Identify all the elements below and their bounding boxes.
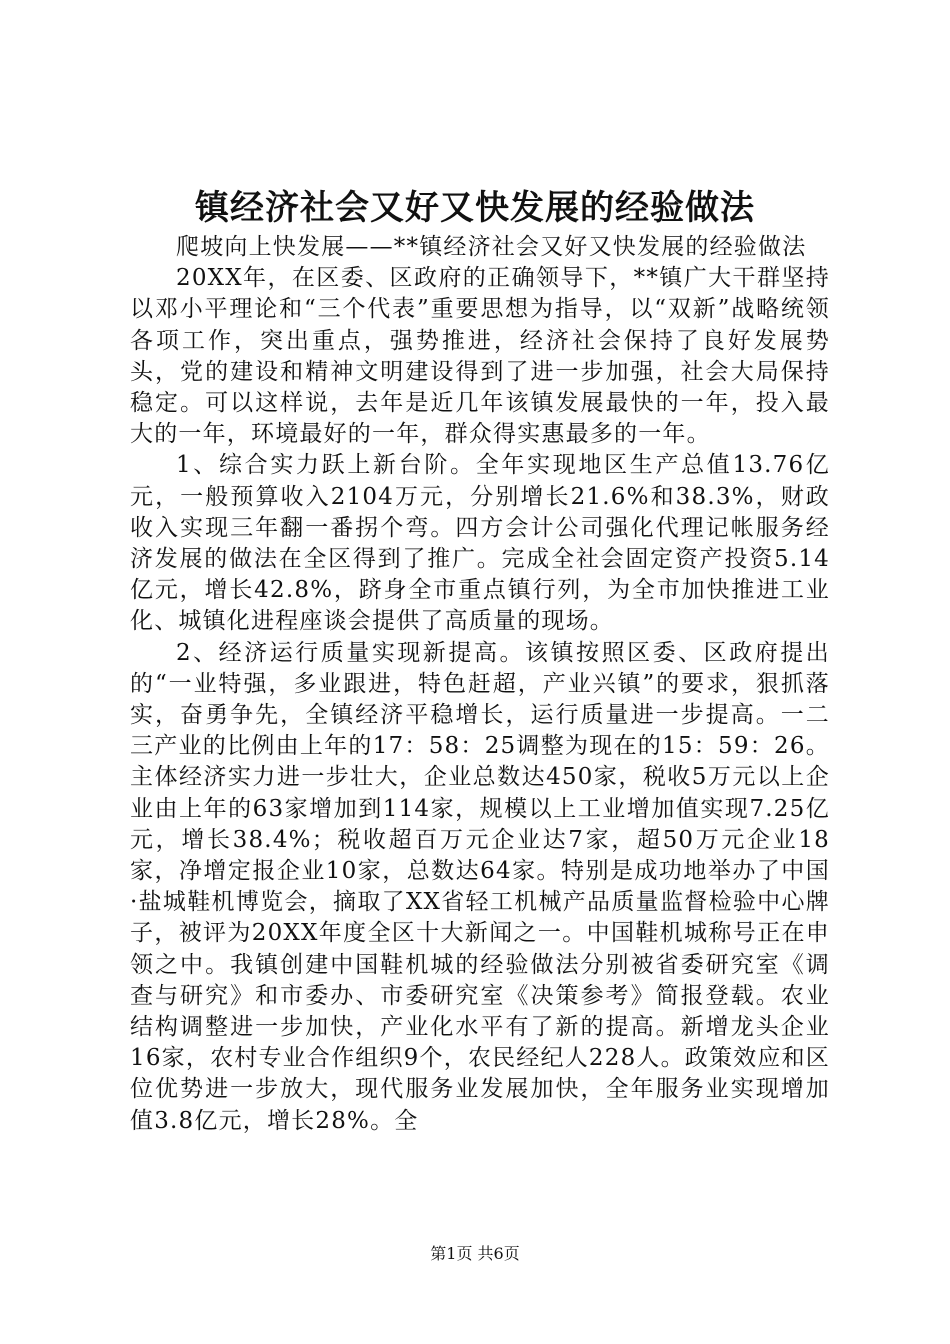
- page-number-footer: 第1页 共6页: [430, 1244, 520, 1263]
- section-1-paragraph: 1、综合实力跃上新台阶。全年实现地区生产总值13.76亿元，一般预算收入2104万元，分别增长21.6%和38.3%，财政收入实现三年翻一番拐个弯。四方会计公司强化代理记帐服务经济发展的做法在全区得到了推广。完成全社会固定资产投资5.14亿元，增长42.8%，跻身全市重点镇行列，为全市加快推进工业化、城镇化进程座谈会提供了高质量的现场。: [130, 452, 830, 635]
- document-body: [130, 232, 830, 1137]
- intro-paragraph: 20XX年，在区委、区政府的正确领导下，**镇广大干群坚持以邓小平理论和“三个代表”重要思想为指导，以“双新”战略统领各项工作，突出重点，强势推进，经济社会保持了良好发展势头，党的建设和精神文明建设得到了进一步加强，社会大局保持稳定。可以这样说，去年是近几年该镇发展最快的一年，投入最大的一年，环境最好的一年，群众得实惠最多的一年。: [130, 265, 830, 448]
- section-2-paragraph: 2、经济运行质量实现新提高。该镇按照区委、区政府提出的“一业特强，多业跟进，特色赶超，产业兴镇”的要求，狠抓落实，奋勇争先，全镇经济平稳增长，运行质量进一步提高。一二三产业的比例由上年的17：58：25调整为现在的15：59：26。主体经济实力进一步壮大，企业总数达450家，税收5万元以上企业由上年的63家增加到114家，规模以上工业增加值实现7.25亿元，增长38.4%；税收超百万元企业达7家，超50万元企业18家，净增定报企业10家，总数达64家。特别是成功地举办了中国·盐城鞋机博览会，摘取了XX省轻工机械产品质量监督检验中心牌子，被评为20XX年度全区十大新闻之一。中国鞋机城称号正在申领之中。我镇创建中国鞋机城的经验做法分别被省委研究室《调查与研究》和市委办、市委研究室《决策参考》简报登载。农业结构调整进一步加快，产业化水平有了新的提高。新增龙头企业16家，农村专业合作组织9个，农民经纪人228人。政策效应和区位优势进一步放大，现代服务业发展加快，全年服务业实现增加值3.8亿元，增长28%。全: [130, 639, 830, 1134]
- subtitle-paragraph: 爬坡向上快发展——**镇经济社会又好又快发展的经验做法: [176, 234, 807, 260]
- document-title: 镇经济社会又好又快发展的经验做法: [195, 188, 755, 228]
